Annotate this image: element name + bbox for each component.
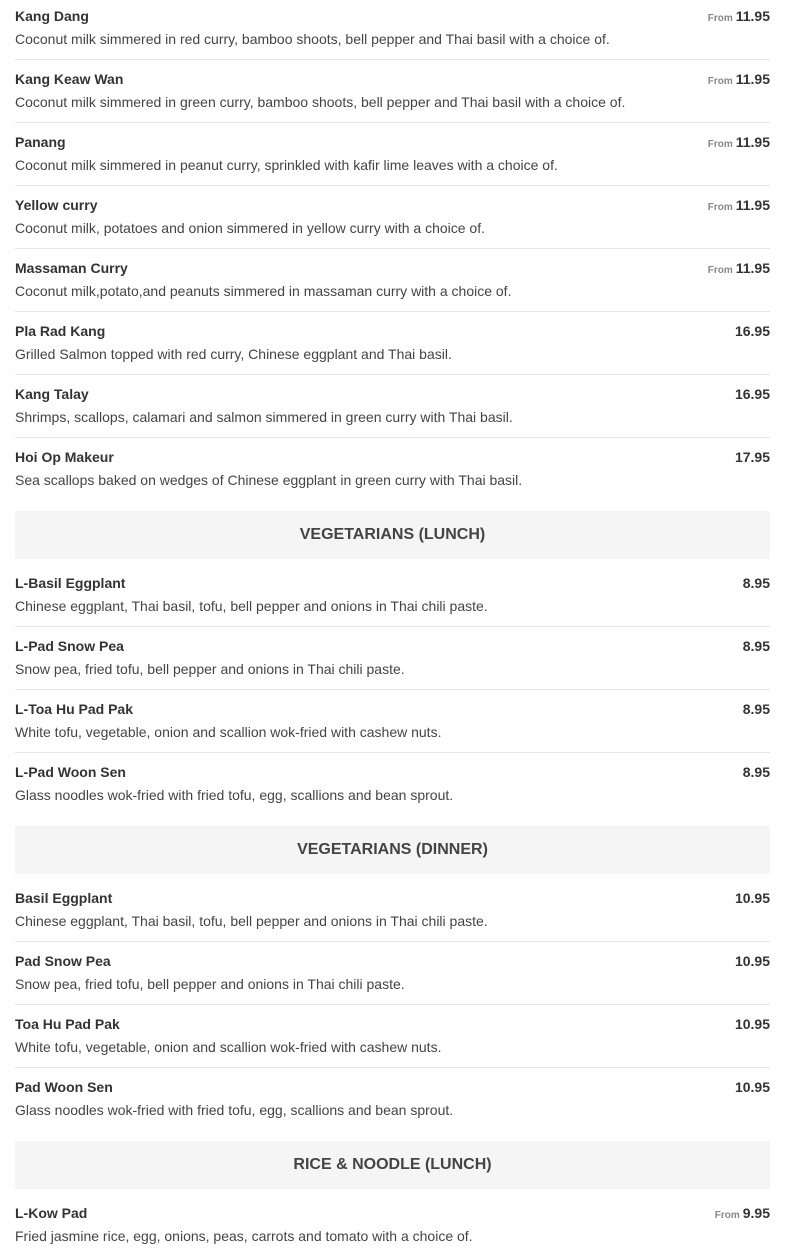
menu-item[interactable] [15, 71, 770, 123]
price-value: 11.95 [735, 134, 770, 150]
item-name: Pad Woon Sen [15, 1079, 113, 1095]
menu-item[interactable] [15, 953, 770, 1005]
price-from-label: From [707, 139, 733, 150]
price-from-label: From [707, 13, 733, 24]
item-description: Coconut milk simmered in red curry, bamboo shoots, bell pepper and Thai basil with a choice of. [15, 31, 610, 47]
price-value: 8.95 [742, 638, 770, 654]
item-price [715, 1205, 770, 1221]
item-description: Coconut milk, potatoes and onion simmered in yellow curry with a choice of. [15, 220, 485, 236]
price-from-label: From [714, 1210, 740, 1221]
menu-item[interactable] [15, 1016, 770, 1068]
item-description: Sea scallops baked on wedges of Chinese eggplant in green curry with Thai basil. [15, 472, 523, 488]
menu-item[interactable] [15, 638, 770, 690]
item-price [708, 260, 770, 276]
price-value: 10.95 [734, 953, 770, 969]
item-description: Coconut milk simmered in green curry, bamboo shoots, bell pepper and Thai basil with a choice of. [15, 94, 626, 110]
item-name: Pad Snow Pea [15, 953, 111, 969]
item-price [732, 953, 770, 969]
section-header: VEGETARIANS (DINNER) [15, 826, 770, 874]
item-price [708, 71, 770, 87]
price-from-label: From [707, 202, 733, 213]
item-name: L-Basil Eggplant [15, 575, 126, 591]
item-name: L-Pad Snow Pea [15, 638, 124, 654]
item-price [732, 1079, 770, 1095]
price-value: 10.95 [734, 1079, 770, 1095]
item-name: Basil Eggplant [15, 890, 113, 906]
menu-item[interactable] [15, 323, 770, 375]
item-name: Panang [15, 134, 66, 150]
menu-item[interactable] [15, 260, 770, 312]
item-description: Shrimps, scallops, calamari and salmon simmered in green curry with Thai basil. [15, 409, 513, 425]
item-description: Coconut milk simmered in peanut curry, sprinkled with kafir lime leaves with a choice of. [15, 157, 558, 173]
menu-group-rice-noodle-lunch [15, 1141, 770, 1256]
item-price [732, 449, 770, 465]
item-price [708, 134, 770, 150]
menu-list [15, 0, 770, 1256]
item-name: Massaman Curry [15, 260, 128, 276]
item-price [732, 890, 770, 906]
price-value: 11.95 [735, 260, 770, 276]
item-name: L-Kow Pad [15, 1205, 88, 1221]
menu-item[interactable] [15, 701, 770, 753]
item-description: Glass noodles wok-fried with fried tofu, egg, scallions and bean sprout. [15, 787, 454, 803]
price-value: 8.95 [742, 764, 770, 780]
price-value: 16.95 [734, 386, 770, 402]
price-value: 8.95 [742, 575, 770, 591]
price-value: 11.95 [735, 8, 770, 24]
menu-item[interactable] [15, 575, 770, 627]
item-name: L-Toa Hu Pad Pak [15, 701, 133, 717]
item-price [740, 575, 770, 591]
price-value: 10.95 [734, 1016, 770, 1032]
item-price [740, 638, 770, 654]
item-name: Kang Talay [15, 386, 89, 402]
price-value: 11.95 [735, 197, 770, 213]
item-description: White tofu, vegetable, onion and scallion wok-fried with cashew nuts. [15, 1039, 442, 1055]
menu-item[interactable] [15, 1079, 770, 1130]
price-from-label: From [707, 76, 733, 87]
menu-item[interactable] [15, 449, 770, 500]
item-description: White tofu, vegetable, onion and scallion wok-fried with cashew nuts. [15, 724, 442, 740]
menu-item[interactable] [15, 890, 770, 942]
item-description: Glass noodles wok-fried with fried tofu, egg, scallions and bean sprout. [15, 1102, 454, 1118]
item-description: Coconut milk,potato,and peanuts simmered in massaman curry with a choice of. [15, 283, 512, 299]
item-name: L-Pad Woon Sen [15, 764, 126, 780]
item-price [732, 386, 770, 402]
menu-item[interactable] [15, 764, 770, 815]
menu-item[interactable] [15, 197, 770, 249]
price-value: 8.95 [742, 701, 770, 717]
menu-item[interactable] [15, 386, 770, 438]
price-value: 10.95 [734, 890, 770, 906]
item-name: Kang Dang [15, 8, 89, 24]
item-price [740, 701, 770, 717]
section-header: RICE & NOODLE (LUNCH) [15, 1141, 770, 1189]
price-value: 16.95 [734, 323, 770, 339]
item-name: Kang Keaw Wan [15, 71, 124, 87]
item-description: Snow pea, fried tofu, bell pepper and onions in Thai chili paste. [15, 976, 405, 992]
item-description: Snow pea, fried tofu, bell pepper and onions in Thai chili paste. [15, 661, 405, 677]
item-name: Pla Rad Kang [15, 323, 106, 339]
item-name: Yellow curry [15, 197, 98, 213]
price-value: 11.95 [735, 71, 770, 87]
item-name: Hoi Op Makeur [15, 449, 114, 465]
menu-item[interactable] [15, 8, 770, 60]
menu-group-curries [15, 8, 770, 500]
item-description: Chinese eggplant, Thai basil, tofu, bell pepper and onions in Thai chili paste. [15, 598, 488, 614]
item-price [708, 8, 770, 24]
item-price [708, 197, 770, 213]
item-price [732, 1016, 770, 1032]
price-from-label: From [707, 265, 733, 276]
price-value: 17.95 [734, 449, 770, 465]
section-header: VEGETARIANS (LUNCH) [15, 511, 770, 559]
item-description: Grilled Salmon topped with red curry, Chinese eggplant and Thai basil. [15, 346, 452, 362]
menu-group-vegetarians-dinner [15, 826, 770, 1130]
price-value: 9.95 [742, 1205, 770, 1221]
menu-item[interactable] [15, 1205, 770, 1256]
item-description: Chinese eggplant, Thai basil, tofu, bell pepper and onions in Thai chili paste. [15, 913, 488, 929]
item-name: Toa Hu Pad Pak [15, 1016, 120, 1032]
item-description: Fried jasmine rice, egg, onions, peas, carrots and tomato with a choice of. [15, 1228, 473, 1244]
item-price [740, 764, 770, 780]
item-price [732, 323, 770, 339]
menu-group-vegetarians-lunch [15, 511, 770, 815]
menu-item[interactable] [15, 134, 770, 186]
